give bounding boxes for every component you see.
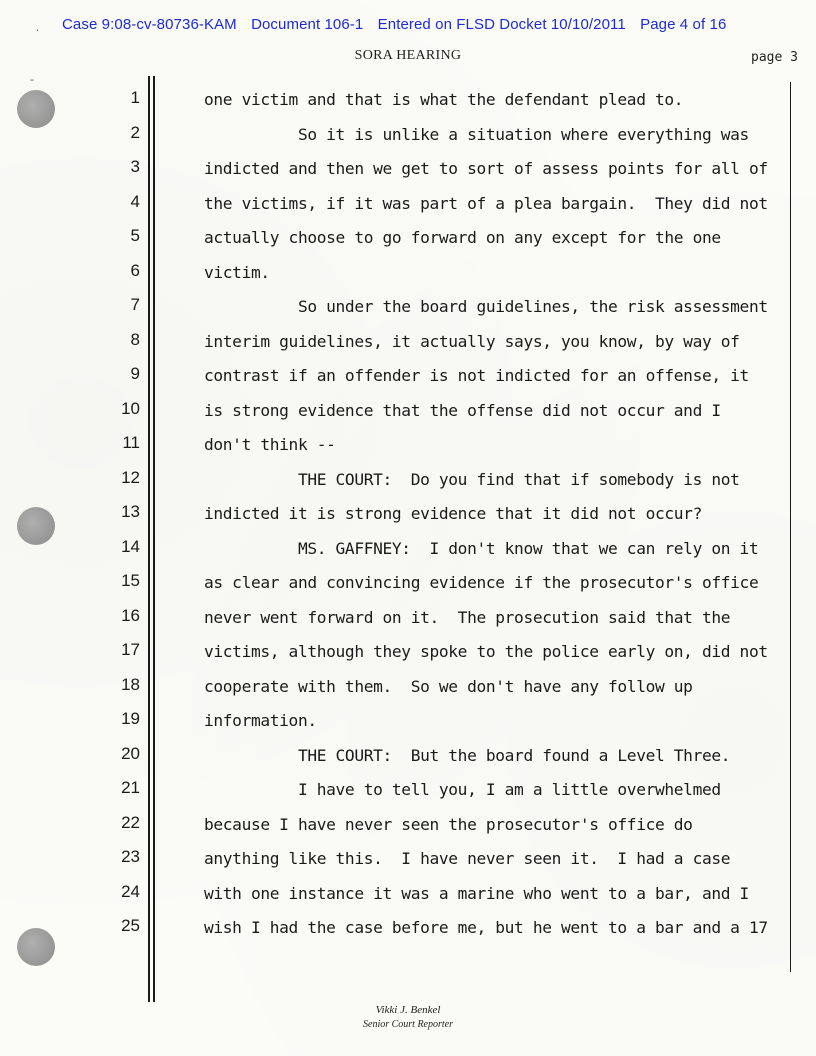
line-number: 24 xyxy=(121,881,140,901)
leading-mark: . xyxy=(36,20,39,34)
line-number: 2 xyxy=(130,122,140,142)
line-number: 23 xyxy=(121,847,140,866)
line-number: 18 xyxy=(121,674,140,694)
transcript-line: with one instance it was a marine who went to a bar, and I xyxy=(204,883,749,903)
line-number: 21 xyxy=(121,778,140,797)
transcript-line: THE COURT: But the board found a Level Three. xyxy=(204,745,731,765)
reporter-name: Vikki J. Benkel xyxy=(375,1004,441,1016)
line-number: 25 xyxy=(121,916,140,935)
line-number: 14 xyxy=(121,536,140,556)
case-number: Case 9:08-cv-80736-KAM xyxy=(62,16,237,33)
line-number: 20 xyxy=(121,743,140,763)
stray-mark: - xyxy=(30,72,34,86)
reporter-title: Senior Court Reporter xyxy=(363,1019,453,1030)
transcript-line: anything like this. I have never seen it. I had a case xyxy=(204,849,731,868)
line-number: 19 xyxy=(121,709,140,728)
line-number: 9 xyxy=(130,364,140,383)
transcript-line: one victim and that is what the defendant plead to. xyxy=(204,90,684,109)
transcript-line: never went forward on it. The prosecution said that the xyxy=(204,607,731,627)
hearing-title: SORA HEARING xyxy=(354,48,462,63)
transcript-line: as clear and convincing evidence if the prosecutor's office xyxy=(204,573,759,592)
right-margin-rule xyxy=(790,82,791,972)
line-number: 17 xyxy=(121,640,140,659)
page-count: Page 4 of 16 xyxy=(640,16,727,33)
transcript-line: MS. GAFFNEY: I don't know that we can rely on it xyxy=(204,538,759,558)
line-number: 11 xyxy=(122,433,140,452)
transcript-line: contrast if an offender is not indicted for an offense, it xyxy=(204,366,749,385)
transcript-line: I have to tell you, I am a little overwhelmed xyxy=(204,780,721,799)
line-number: 22 xyxy=(121,812,140,832)
transcript-line: actually choose to go forward on any except for the one xyxy=(204,228,721,247)
line-number: 4 xyxy=(130,191,140,211)
line-number: 6 xyxy=(130,260,140,280)
punch-hole-middle xyxy=(17,507,55,545)
transcript-line: is strong evidence that the offense did not occur and I xyxy=(204,400,721,420)
line-number: 12 xyxy=(121,467,140,487)
line-number: 1 xyxy=(130,88,140,107)
court-filing-header xyxy=(62,16,726,33)
punch-hole-bottom xyxy=(17,928,55,966)
transcript-line: cooperate with them. So we don't have any follow up xyxy=(204,676,693,696)
transcript-line: victims, although they spoke to the police early on, did not xyxy=(204,642,768,661)
line-number: 13 xyxy=(121,502,140,521)
line-number: 8 xyxy=(130,329,140,349)
docket-entry: Entered on FLSD Docket 10/10/2011 xyxy=(377,16,626,33)
transcript-line: victim. xyxy=(204,262,270,282)
transcript-line: So it is unlike a situation where everything was xyxy=(204,124,749,144)
transcript-line: indicted and then we get to sort of assess points for all of xyxy=(204,159,768,178)
transcript-line: information. xyxy=(204,711,317,730)
transcript-line: THE COURT: Do you find that if somebody is not xyxy=(204,469,740,489)
punch-hole-top xyxy=(17,90,55,128)
line-number: 7 xyxy=(130,295,140,314)
transcript-line: wish I had the case before me, but he went to a bar and a 17 xyxy=(204,918,768,937)
left-margin-rule-inner xyxy=(153,76,155,1002)
line-number: 5 xyxy=(130,226,140,245)
transcript-line: don't think -- xyxy=(204,435,336,454)
transcript-line: So under the board guidelines, the risk assessment xyxy=(204,297,768,316)
transcript-line: interim guidelines, it actually says, you know, by way of xyxy=(204,331,740,351)
left-margin-rule-outer xyxy=(148,76,150,1002)
document-number: Document 106-1 xyxy=(251,16,364,33)
transcript-page-number: page 3 xyxy=(751,50,798,65)
transcript-line: because I have never seen the prosecutor's office do xyxy=(204,814,693,834)
line-number: 10 xyxy=(121,398,140,418)
line-number: 16 xyxy=(121,605,140,625)
line-number: 3 xyxy=(130,157,140,176)
transcript-line: indicted it is strong evidence that it did not occur? xyxy=(204,504,702,523)
line-number: 15 xyxy=(121,571,140,590)
transcript-line: the victims, if it was part of a plea bargain. They did not xyxy=(204,193,768,213)
